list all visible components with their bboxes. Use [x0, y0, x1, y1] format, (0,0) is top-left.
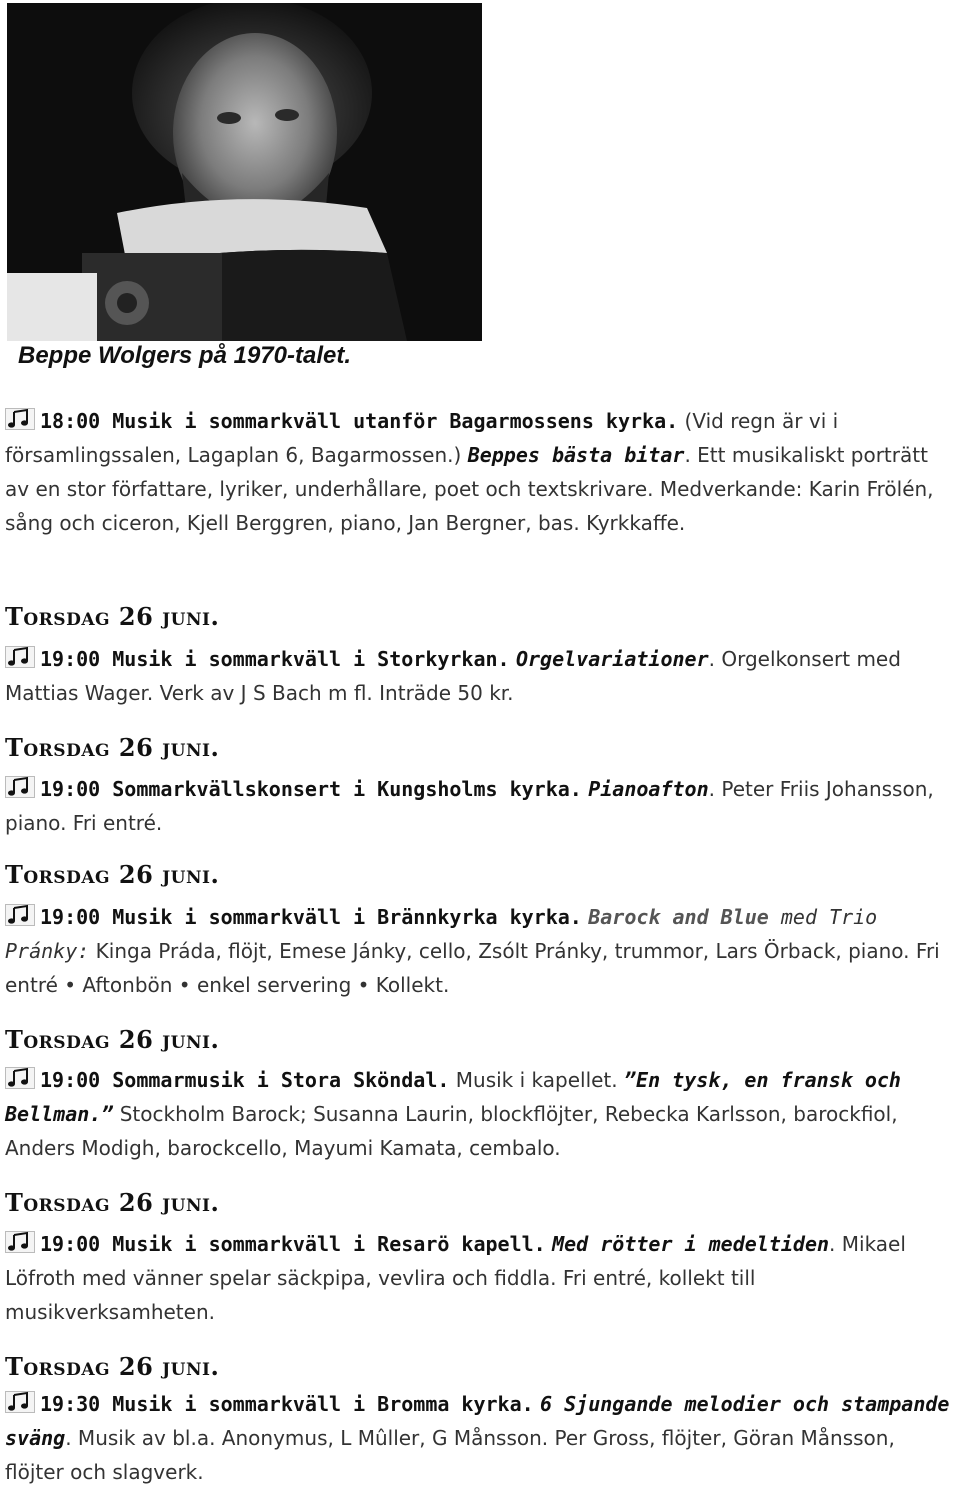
portrait-photo: [7, 3, 482, 341]
event-date-heading: Torsdag 26 juni.: [5, 860, 220, 889]
event-text: Stockholm Barock; Susanna Laurin, blockflöjter, Rebecka Karlsson, barockfiol, Anders Modigh, barockcello, Mayumi Kamata, cembalo.: [5, 1102, 898, 1160]
music-note-icon: [5, 904, 35, 926]
music-note-icon: [5, 776, 35, 798]
event-date-heading: Torsdag 26 juni.: [5, 602, 220, 631]
event-date-heading: Torsdag 26 juni.: [5, 733, 220, 762]
event-item: [5, 404, 957, 540]
event-item: [5, 1063, 957, 1165]
event-program: Pianoafton: [588, 777, 709, 801]
event-title: 19:00 Musik i sommarkväll i Storkyrkan.: [40, 647, 510, 671]
event-program: 6 Sjungande melodier och stampande sväng: [5, 1392, 950, 1450]
music-note-icon: [5, 1067, 35, 1089]
event-item: [5, 772, 957, 840]
event-item: [5, 1387, 957, 1489]
event-item: [5, 642, 957, 710]
music-note-icon: [5, 408, 35, 430]
event-ensemble: med Trio Pránky:: [5, 905, 878, 963]
music-note-icon: [5, 646, 35, 668]
event-text: (Vid regn är vi i församlingssalen, Lagaplan 6, Bagarmossen.): [5, 409, 839, 467]
event-title: 19:00 Musik i sommarkväll i Resarö kapell.: [40, 1232, 546, 1256]
event-text: . Mikael Löfroth med vänner spelar säckpipa, vevlira och fiddla. Fri entré, kollekt till musikverksamheten.: [5, 1232, 906, 1324]
event-program: ”En tysk, en fransk och Bellman.”: [5, 1068, 901, 1126]
event-title: 19:00 Sommarkvällskonsert i Kungsholms kyrka.: [40, 777, 582, 801]
event-title: 19:00 Sommarmusik i Stora Sköndal.: [40, 1068, 450, 1092]
event-date-heading: Torsdag 26 juni.: [5, 1025, 220, 1054]
event-program: Orgelvariationer: [515, 647, 709, 671]
event-title: 19:30 Musik i sommarkväll i Bromma kyrka.: [40, 1392, 534, 1416]
event-date-heading: Torsdag 26 juni.: [5, 1352, 220, 1381]
event-title: 19:00 Musik i sommarkväll i Brännkyrka kyrka.: [40, 905, 582, 929]
photo-caption: Beppe Wolgers på 1970-talet.: [18, 342, 351, 369]
event-text: Musik i kapellet.: [449, 1068, 624, 1092]
event-item: [5, 1227, 957, 1329]
event-text: . Musik av bl.a. Anonymus, L Mûller, G Månsson. Per Gross, flöjter, Göran Månsson, flöjter och slagverk.: [5, 1426, 895, 1484]
event-text: . Peter Friis Johansson, piano. Fri entré.: [5, 777, 934, 835]
event-program: Med rötter i medeltiden: [552, 1232, 830, 1256]
event-date-heading: Torsdag 26 juni.: [5, 1188, 220, 1217]
event-title: 18:00 Musik i sommarkväll utanför Bagarmossens kyrka.: [40, 409, 679, 433]
music-note-icon: [5, 1391, 35, 1413]
event-program: Beppes bästa bitar: [467, 443, 685, 467]
event-text: . Orgelkonsert med Mattias Wager. Verk av J S Bach m fl. Inträde 50 kr.: [5, 647, 901, 705]
event-item: [5, 900, 957, 1002]
event-text: . Ett musikaliskt porträtt av en stor författare, lyriker, underhållare, poet och textskrivare. Medverkande: Karin Frölén, sång och ciceron, Kjell Berggren, piano, Jan Bergner, bas. Kyrkkaffe.: [5, 443, 934, 535]
event-text: Kinga Práda, flöjt, Emese Jánky, cello, Zsólt Pránky, trummor, Lars Örback, piano. Fri entré • Aftonbön • enkel servering • Kollekt.: [5, 939, 940, 997]
event-program: Barock and Blue: [588, 905, 769, 929]
music-note-icon: [5, 1231, 35, 1253]
